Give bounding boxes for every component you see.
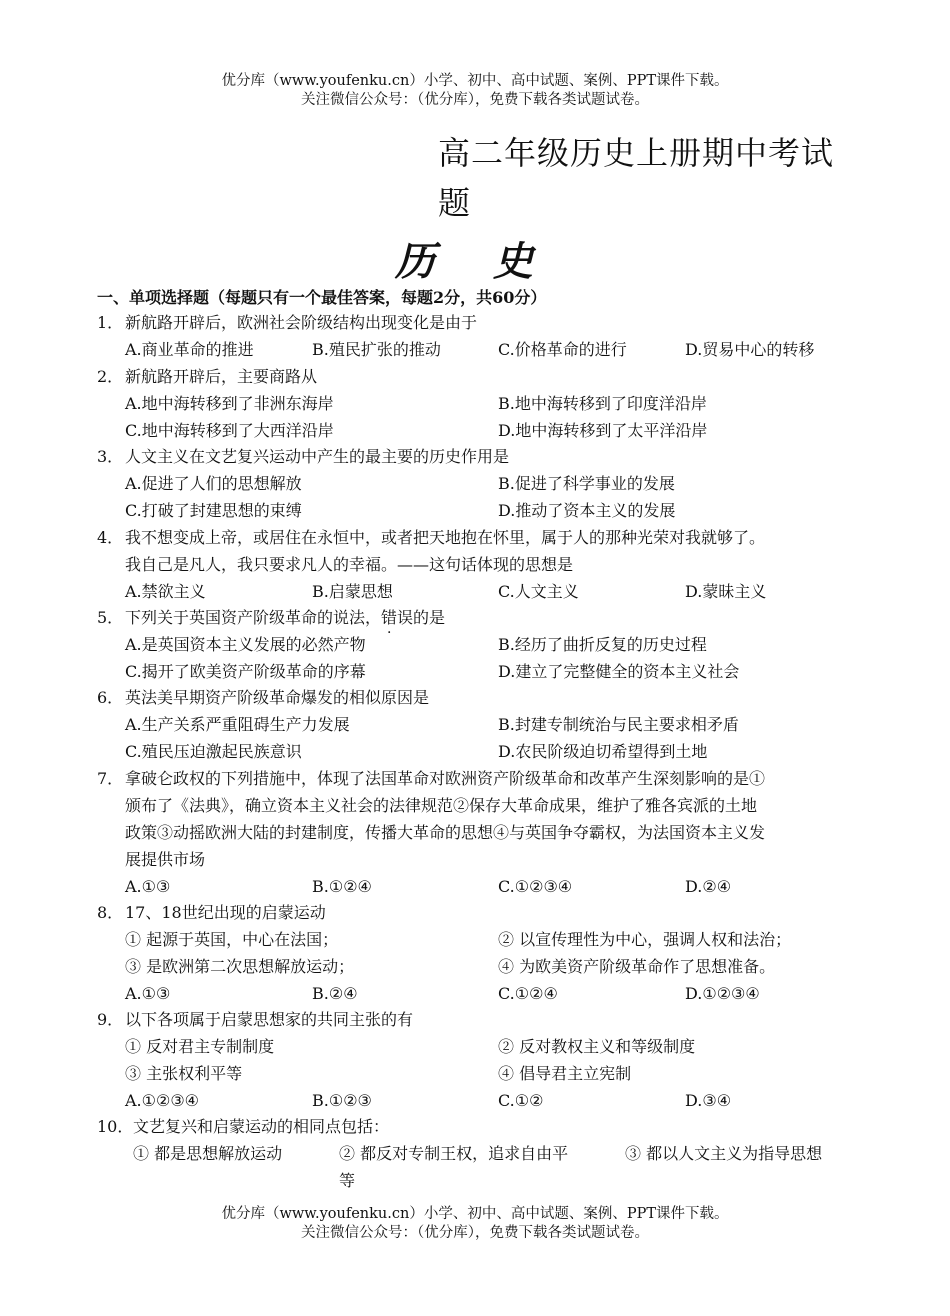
statement-2: ② 以宣传理性为中心，强调人权和法治； [498,930,792,949]
option-c: C.价格革命的进行 [498,340,627,359]
statement-1: ① 起源于英国，中心在法国； [125,930,339,949]
option-d: D.①②③④ [685,984,760,1003]
option-b: B.封建专制统治与民主要求相矛盾 [498,715,739,734]
statement-2-continued: 等 [339,1171,356,1190]
emphasis-mark: 错误 [381,608,414,627]
question-number: 8． [97,903,124,922]
question-7 [97,765,857,900]
question-stem: 17、18世纪出现的启蒙运动 [125,903,326,922]
header-line-1: 优分库（www.youfenku.cn）小学、初中、高中试题、案例、PPT课件下载。 [221,73,729,89]
question-stem-line-1: 我不想变成上帝，或居住在永恒中，或者把天地抱在怀里，属于人的那种光荣对我就够了。 [125,528,766,547]
option-a: A.禁欲主义 [125,582,206,601]
question-number: 1． [97,313,124,332]
question-2 [97,363,857,444]
option-d: D.蒙昧主义 [685,582,767,601]
question-number: 4． [97,528,124,547]
question-number: 3． [97,447,124,466]
option-a: A.①③ [125,984,171,1003]
title-line-1: 高二年级历史上册期中考试 [438,134,835,172]
footer-line-2: 关注微信公众号：（优分库），免费下载各类试题试卷。 [301,1225,649,1241]
question-stem: 文艺复兴和启蒙运动的相同点包括： [133,1117,390,1136]
option-b: B.地中海转移到了印度洋沿岸 [498,394,707,413]
option-d: D.②④ [685,877,732,896]
footer-line-1: 优分库（www.youfenku.cn）小学、初中、高中试题、案例、PPT课件下载。 [221,1206,729,1222]
option-b: B.①②④ [312,877,372,896]
option-b: B.殖民扩张的推动 [312,340,441,359]
option-a: A.是英国资本主义发展的必然产物 [125,635,366,654]
option-b: B.①②③ [312,1091,372,1110]
option-a: A.地中海转移到了非洲东海岸 [125,394,334,413]
option-c: C.①②④ [498,984,558,1003]
question-stem-line-2: 颁布了《法典》，确立资本主义社会的法律规范②保存大革命成果，维护了雅各宾派的土地 [125,796,758,815]
option-d: D.贸易中心的转移 [685,340,815,359]
section-heading: 一、单项选择题（每题只有一个最佳答案，每题2分，共60分） [97,288,547,307]
option-d: D.推动了资本主义的发展 [498,501,676,520]
question-stem: 英法美早期资产阶级革命爆发的相似原因是 [125,688,430,707]
statement-2: ② 都反对专制王权，追求自由平 [339,1144,569,1163]
question-9 [97,1006,857,1114]
question-3 [97,443,857,524]
option-b: B.启蒙思想 [312,582,393,601]
question-stem-line-4: 展提供市场 [125,850,206,869]
option-b: B.促进了科学事业的发展 [498,474,675,493]
option-a: A.①③ [125,877,171,896]
option-c: C.①②③④ [498,877,573,896]
header-line-2: 关注微信公众号：（优分库），免费下载各类试题试卷。 [301,92,649,108]
option-a: A.①②③④ [125,1091,200,1110]
question-stem-line-1: 拿破仑政权的下列措施中，体现了法国革命对欧洲资产阶级革命和改革产生深刻影响的是① [125,769,766,788]
option-a: A.商业革命的推进 [125,340,254,359]
question-stem: 新航路开辟后，主要商路从 [125,367,318,386]
question-4 [97,524,857,605]
statement-4: ④ 倡导君主立宪制 [498,1064,632,1083]
question-number: 5． [97,608,124,627]
question-1 [97,309,857,363]
option-d: D.农民阶级迫切希望得到土地 [498,742,708,761]
question-6 [97,684,857,765]
option-d: D.地中海转移到了太平洋沿岸 [498,421,708,440]
question-8 [97,899,857,1007]
option-d: D.③④ [685,1091,732,1110]
exam-title [438,128,868,228]
page-footer [0,1205,950,1243]
statement-2: ② 反对教权主义和等级制度 [498,1037,696,1056]
statement-3: ③ 主张权利平等 [125,1064,243,1083]
statement-1: ① 都是思想解放运动 [133,1144,283,1163]
question-number: 9． [97,1010,124,1029]
subject-heading: 历 史 [395,238,555,285]
stem-text: 下列关于英国资产阶级革命的说法， [125,608,382,627]
option-c: C.揭开了欧美资产阶级革命的序幕 [125,662,366,681]
question-number: 7． [97,769,124,788]
question-stem-line-2: 我自己是凡人，我只要求凡人的幸福。——这句话体现的思想是 [125,555,574,574]
question-stem-line-3: 政策③动摇欧洲大陆的封建制度，传播大革命的思想④与英国争夺霸权，为法国资本主义发 [125,823,766,842]
option-a: A.生产关系严重阻碍生产力发展 [125,715,350,734]
question-stem: 新航路开辟后，欧洲社会阶级结构出现变化是由于 [125,313,478,332]
option-d: D.建立了完整健全的资本主义社会 [498,662,740,681]
option-c: C.殖民压迫激起民族意识 [125,742,302,761]
statement-3: ③ 都以人文主义为指导思想 [625,1144,823,1163]
option-b: B.经历了曲折反复的历史过程 [498,635,707,654]
question-number: 10． [97,1117,134,1136]
question-number: 6． [97,688,124,707]
question-stem: 人文主义在文艺复兴运动中产生的最主要的历史作用是 [125,447,510,466]
question-stem [125,608,445,627]
option-b: B.②④ [312,984,358,1003]
question-10 [97,1113,857,1194]
option-c: C.人文主义 [498,582,579,601]
question-stem: 以下各项属于启蒙思想家的共同主张的有 [125,1010,414,1029]
question-number: 2． [97,367,124,386]
option-a: A.促进了人们的思想解放 [125,474,302,493]
statement-4: ④ 为欧美资产阶级革命作了思想准备。 [498,957,776,976]
option-c: C.①② [498,1091,544,1110]
option-c: C.打破了封建思想的束缚 [125,501,302,520]
question-5 [97,604,857,685]
stem-text: 的是 [413,608,446,627]
statement-1: ① 反对君主专制制度 [125,1037,275,1056]
title-line-2: 题 [438,184,472,222]
page-header [0,72,950,110]
option-c: C.地中海转移到了大西洋沿岸 [125,421,334,440]
statement-3: ③ 是欧洲第二次思想解放运动； [125,957,355,976]
